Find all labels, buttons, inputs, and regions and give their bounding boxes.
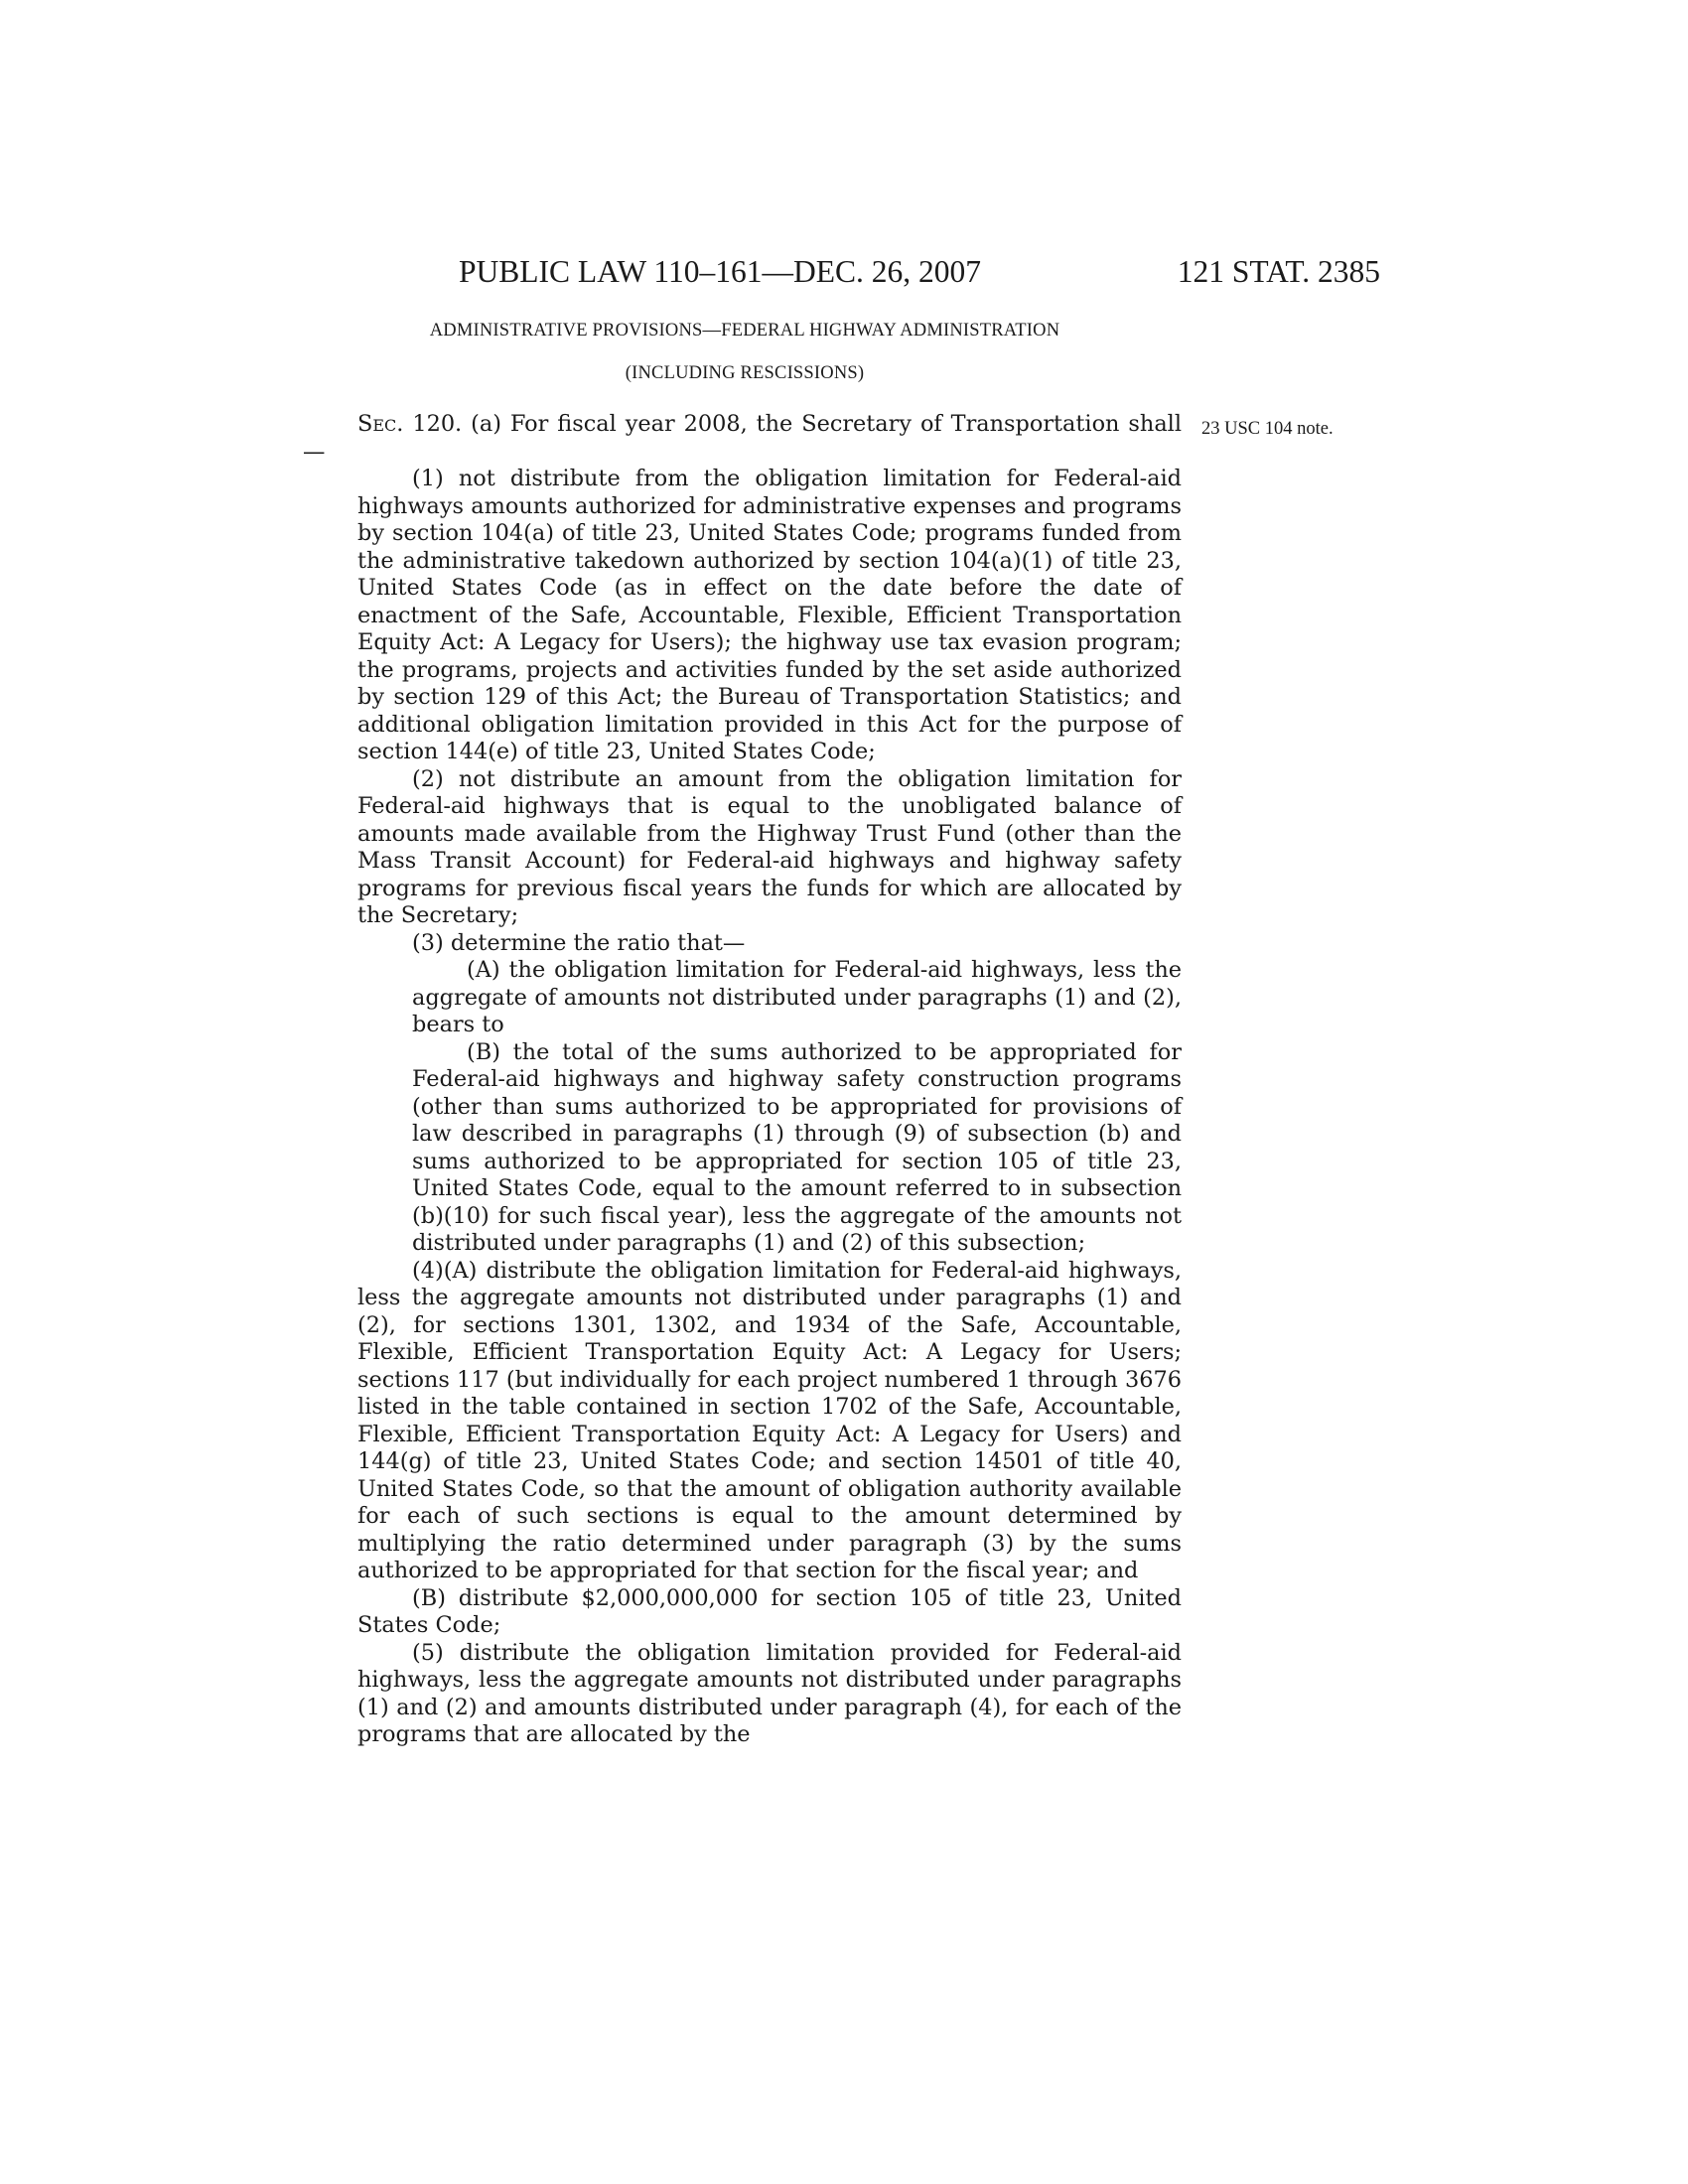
subparagraph-3a: (A) the obligation limitation for Federal-aid highways, less the aggregate of amounts not distributed under paragraphs (1) and (2), bears to [412, 957, 1182, 1037]
section-body [303, 411, 1182, 1749]
section-subheading: (INCLUDING RESCISSIONS) [625, 363, 865, 383]
section-heading: ADMINISTRATIVE PROVISIONS—FEDERAL HIGHWAY ADMINISTRATION [429, 321, 1060, 341]
paragraph-2: (2) not distribute an amount from the obligation limitation for Federal-aid highways that is equal to the unobligated balance of amounts made available from the Highway Trust Fund (other than the Mass Transit Account) for Federal-aid highways and highway safety programs for previous fiscal years the funds for which are allocated by the Secretary; [357, 765, 1182, 928]
paragraph-1: (1) not distribute from the obligation limitation for Federal-aid highways amounts authorized for administrative expenses and programs by section 104(a) of title 23, United States Code; programs funded from the administrative takedown authorized by section 104(a)(1) of title 23, United States Code (as in effect on the date before the date of enactment of the Safe, Accountable, Flexible, Efficient Transportation Equity Act: A Legacy for Users); the highway use tax evasion program; the programs, projects and activities funded by the set aside authorized by section 129 of this Act; the Bureau of Transportation Statistics; and additional obligation limitation provided in this Act for the purpose of section 144(e) of title 23, United States Code; [357, 466, 1182, 764]
running-header [298, 250, 1380, 294]
paragraph-3: (3) determine the ratio that— [412, 929, 746, 956]
paragraph-5: (5) distribute the obligation limitation provided for Federal-aid highways, less the aggregate amounts not distributed under paragraphs (1) and (2) and amounts distributed under paragraph (4), for each of the programs that are allocated by the [357, 1639, 1182, 1747]
paragraph-4b: (B) distribute $2,000,000,000 for section 105 of title 23, United States Code; [357, 1584, 1182, 1638]
section-intro-text: 120. (a) For fiscal year 2008, the Secretary of Transportation shall— [303, 411, 1182, 465]
section-label: Sec. [357, 411, 404, 437]
margin-note: 23 USC 104 note. [1201, 419, 1334, 439]
statute-page-number: 121 STAT. 2385 [1177, 254, 1380, 289]
section-intro [303, 411, 1182, 466]
paragraph-4a: (4)(A) distribute the obligation limitation for Federal-aid highways, less the aggregate amounts not distributed under paragraphs (1) and (2), for sections 1301, 1302, and 1934 of the Safe, Accountable, Flexible, Efficient Transportation Equity Act: A Legacy for Users; sections 117 (but individually for each project numbered 1 through 3676 listed in the table contained in section 1702 of the Safe, Accountable, Flexible, Efficient Transportation Equity Act: A Legacy for Users) and 144(g) of title 23, United States Code; and section 14501 of title 40, United States Code, so that the amount of obligation authority available for each of such sections is equal to the amount determined by multiplying the ratio determined under paragraph (3) by the sums authorized to be appropriated for that section for the fiscal year; and [357, 1257, 1182, 1583]
public-law-citation: PUBLIC LAW 110–161—DEC. 26, 2007 [459, 254, 981, 289]
subparagraph-3b: (B) the total of the sums authorized to be appropriated for Federal-aid highways and highway safety construction programs (other than sums authorized to be appropriated for provisions of law described in paragraphs (1) through (9) of subsection (b) and sums authorized to be appropriated for section 105 of title 23, United States Code, equal to the amount referred to in subsection (b)(10) for such fiscal year), less the aggregate of the amounts not distributed under paragraphs (1) and (2) of this subsection; [412, 1038, 1182, 1256]
